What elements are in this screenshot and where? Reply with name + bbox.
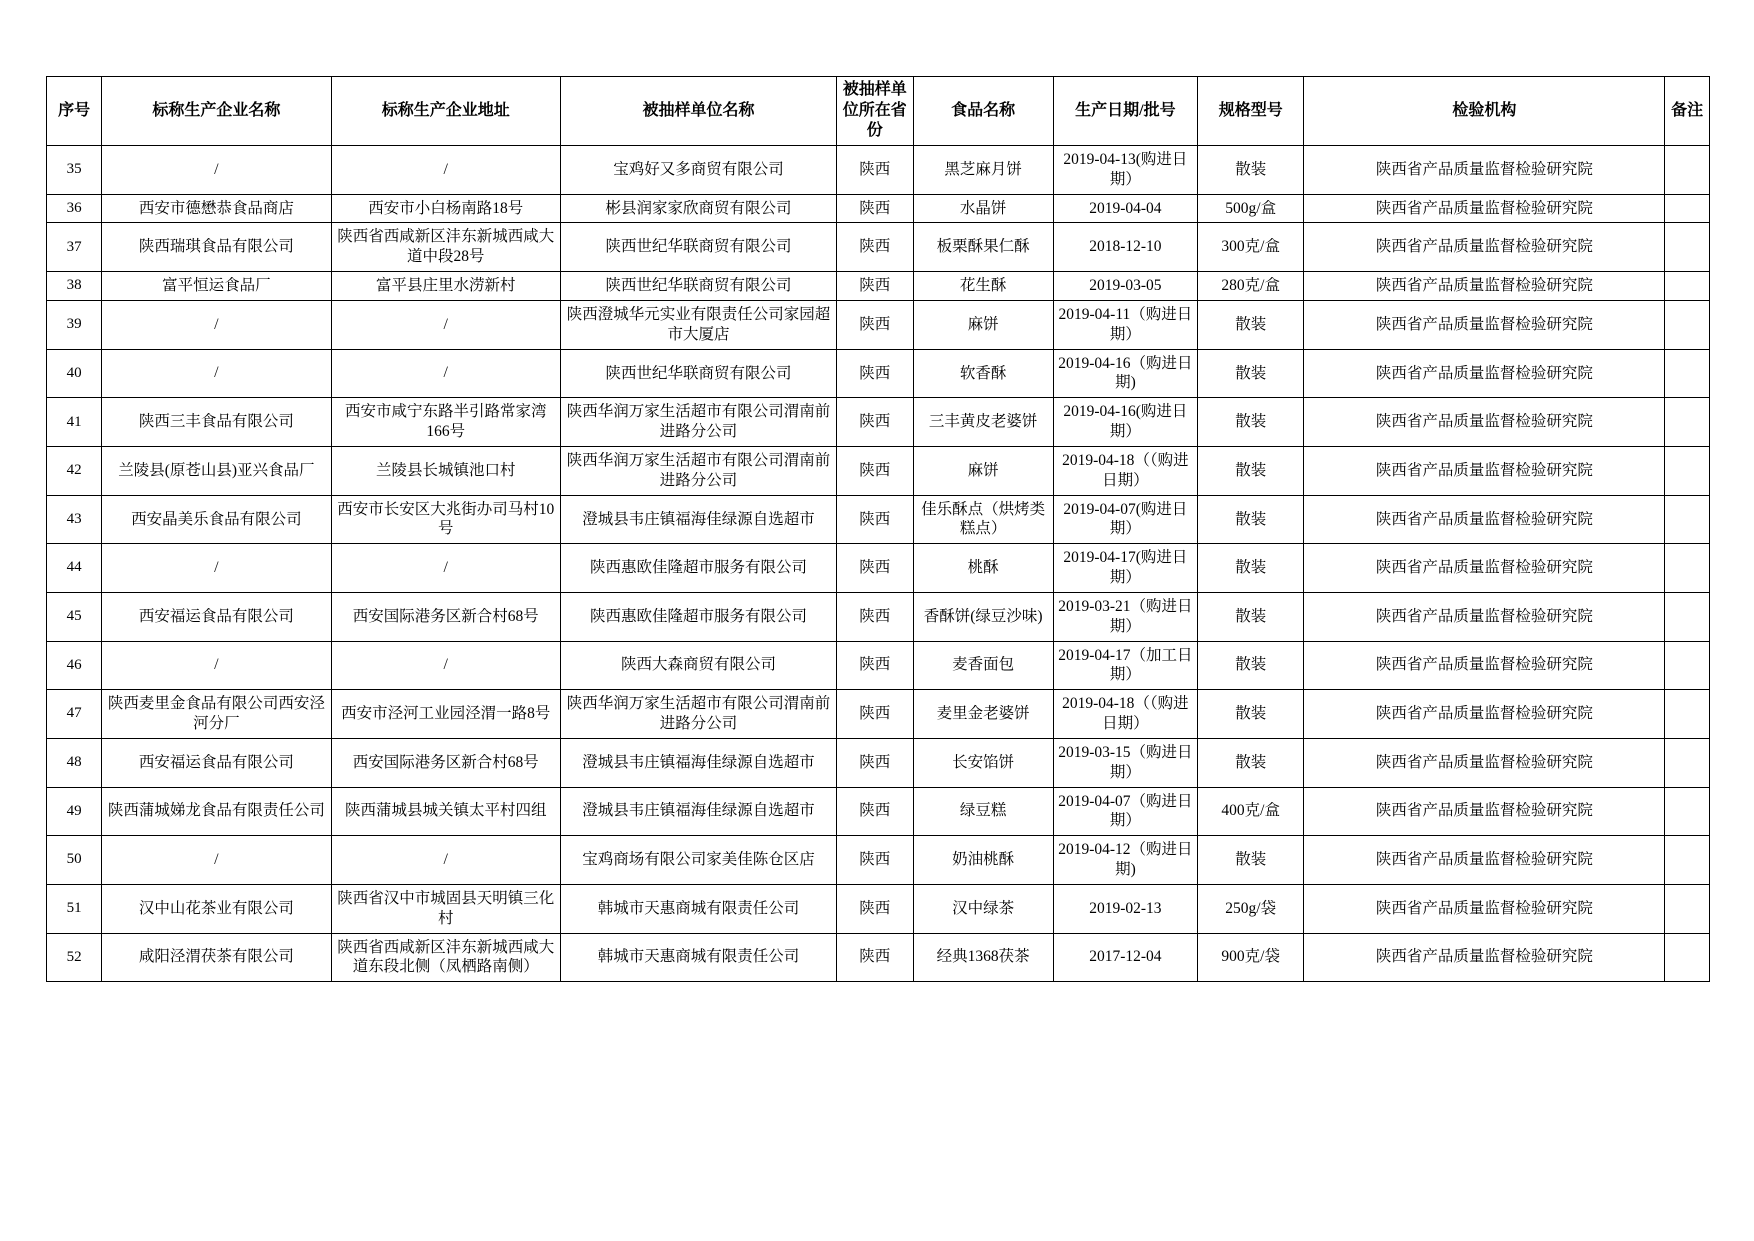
cell-sampled: 彬县润家家欣商贸有限公司 (560, 194, 836, 223)
table-row (47, 884, 1710, 933)
cell-food: 麦里金老婆饼 (913, 690, 1053, 739)
cell-spec: 散装 (1198, 495, 1304, 544)
cell-province: 陕西 (837, 592, 913, 641)
cell-food: 佳乐酥点（烘烤类糕点） (913, 495, 1053, 544)
cell-institute: 陕西省产品质量监督检验研究院 (1304, 787, 1665, 836)
cell-seq: 49 (47, 787, 102, 836)
cell-remark (1665, 836, 1710, 885)
cell-producer: 西安晶美乐食品有限公司 (102, 495, 331, 544)
cell-institute: 陕西省产品质量监督检验研究院 (1304, 884, 1665, 933)
cell-food: 汉中绿茶 (913, 884, 1053, 933)
cell-date: 2019-04-11（购进日期） (1053, 300, 1197, 349)
cell-seq: 39 (47, 300, 102, 349)
cell-institute: 陕西省产品质量监督检验研究院 (1304, 194, 1665, 223)
cell-remark (1665, 349, 1710, 398)
column-header-address: 标称生产企业地址 (331, 77, 560, 146)
cell-food: 长安馅饼 (913, 738, 1053, 787)
cell-remark (1665, 223, 1710, 272)
cell-producer: 西安市德懋恭食品商店 (102, 194, 331, 223)
cell-address: / (331, 349, 560, 398)
cell-food: 绿豆糕 (913, 787, 1053, 836)
table-row (47, 933, 1710, 982)
cell-producer: 兰陵县(原苍山县)亚兴食品厂 (102, 446, 331, 495)
cell-institute: 陕西省产品质量监督检验研究院 (1304, 933, 1665, 982)
cell-producer: 西安福运食品有限公司 (102, 592, 331, 641)
cell-address: 富平县庄里水涝新村 (331, 272, 560, 301)
cell-sampled: 澄城县韦庄镇福海佳绿源自选超市 (560, 738, 836, 787)
cell-food: 三丰黄皮老婆饼 (913, 398, 1053, 447)
cell-spec: 散装 (1198, 836, 1304, 885)
cell-spec: 散装 (1198, 349, 1304, 398)
cell-date: 2019-04-04 (1053, 194, 1197, 223)
cell-remark (1665, 641, 1710, 690)
cell-producer: 陕西麦里金食品有限公司西安泾河分厂 (102, 690, 331, 739)
cell-institute: 陕西省产品质量监督检验研究院 (1304, 446, 1665, 495)
cell-seq: 51 (47, 884, 102, 933)
cell-date: 2019-04-13(购进日期） (1053, 146, 1197, 195)
column-header-institute: 检验机构 (1304, 77, 1665, 146)
cell-remark (1665, 690, 1710, 739)
cell-address: / (331, 836, 560, 885)
cell-spec: 900克/袋 (1198, 933, 1304, 982)
cell-province: 陕西 (837, 300, 913, 349)
cell-seq: 52 (47, 933, 102, 982)
cell-producer: / (102, 146, 331, 195)
cell-province: 陕西 (837, 641, 913, 690)
cell-seq: 48 (47, 738, 102, 787)
cell-institute: 陕西省产品质量监督检验研究院 (1304, 398, 1665, 447)
table-row (47, 272, 1710, 301)
cell-address: 兰陵县长城镇池口村 (331, 446, 560, 495)
cell-address: 陕西省西咸新区沣东新城西咸大道中段28号 (331, 223, 560, 272)
cell-spec: 400克/盒 (1198, 787, 1304, 836)
cell-seq: 44 (47, 544, 102, 593)
cell-spec: 散装 (1198, 398, 1304, 447)
cell-remark (1665, 146, 1710, 195)
cell-sampled: 澄城县韦庄镇福海佳绿源自选超市 (560, 495, 836, 544)
table-row (47, 349, 1710, 398)
cell-sampled: 陕西华润万家生活超市有限公司渭南前进路分公司 (560, 446, 836, 495)
cell-sampled: 韩城市天惠商城有限责任公司 (560, 884, 836, 933)
cell-spec: 300克/盒 (1198, 223, 1304, 272)
cell-date: 2018-12-10 (1053, 223, 1197, 272)
cell-province: 陕西 (837, 146, 913, 195)
column-header-province: 被抽样单位所在省份 (837, 77, 913, 146)
cell-province: 陕西 (837, 544, 913, 593)
cell-institute: 陕西省产品质量监督检验研究院 (1304, 223, 1665, 272)
cell-sampled: 陕西华润万家生活超市有限公司渭南前进路分公司 (560, 690, 836, 739)
cell-remark (1665, 446, 1710, 495)
cell-spec: 散装 (1198, 641, 1304, 690)
cell-food: 麻饼 (913, 446, 1053, 495)
cell-institute: 陕西省产品质量监督检验研究院 (1304, 300, 1665, 349)
cell-province: 陕西 (837, 787, 913, 836)
cell-date: 2019-04-12（购进日期) (1053, 836, 1197, 885)
cell-province: 陕西 (837, 495, 913, 544)
cell-date: 2019-04-07(购进日期） (1053, 495, 1197, 544)
cell-food: 软香酥 (913, 349, 1053, 398)
table-row (47, 836, 1710, 885)
cell-sampled: 陕西惠欧佳隆超市服务有限公司 (560, 544, 836, 593)
cell-seq: 45 (47, 592, 102, 641)
cell-seq: 35 (47, 146, 102, 195)
cell-address: 西安市咸宁东路半引路常家湾166号 (331, 398, 560, 447)
cell-date: 2019-03-05 (1053, 272, 1197, 301)
column-header-remark: 备注 (1665, 77, 1710, 146)
cell-institute: 陕西省产品质量监督检验研究院 (1304, 349, 1665, 398)
cell-food: 板栗酥果仁酥 (913, 223, 1053, 272)
cell-food: 花生酥 (913, 272, 1053, 301)
cell-food: 水晶饼 (913, 194, 1053, 223)
cell-spec: 散装 (1198, 592, 1304, 641)
cell-spec: 散装 (1198, 300, 1304, 349)
cell-date: 2019-04-18（（购进日期） (1053, 446, 1197, 495)
cell-institute: 陕西省产品质量监督检验研究院 (1304, 272, 1665, 301)
cell-province: 陕西 (837, 349, 913, 398)
cell-producer: 西安福运食品有限公司 (102, 738, 331, 787)
cell-sampled: 陕西世纪华联商贸有限公司 (560, 272, 836, 301)
cell-address: 陕西省汉中市城固县天明镇三化村 (331, 884, 560, 933)
cell-address: 陕西蒲城县城关镇太平村四组 (331, 787, 560, 836)
cell-seq: 37 (47, 223, 102, 272)
cell-food: 麻饼 (913, 300, 1053, 349)
table-row (47, 495, 1710, 544)
cell-spec: 250g/袋 (1198, 884, 1304, 933)
cell-address: 西安市小白杨南路18号 (331, 194, 560, 223)
table-row (47, 398, 1710, 447)
table-row (47, 544, 1710, 593)
column-header-seq: 序号 (47, 77, 102, 146)
cell-producer: / (102, 544, 331, 593)
cell-institute: 陕西省产品质量监督检验研究院 (1304, 146, 1665, 195)
cell-remark (1665, 933, 1710, 982)
cell-date: 2019-03-21（购进日期） (1053, 592, 1197, 641)
cell-food: 黑芝麻月饼 (913, 146, 1053, 195)
cell-seq: 47 (47, 690, 102, 739)
table-row (47, 738, 1710, 787)
cell-spec: 散装 (1198, 446, 1304, 495)
cell-spec: 280克/盒 (1198, 272, 1304, 301)
cell-address: / (331, 300, 560, 349)
cell-institute: 陕西省产品质量监督检验研究院 (1304, 592, 1665, 641)
table-row (47, 690, 1710, 739)
cell-producer: / (102, 836, 331, 885)
table-row (47, 194, 1710, 223)
cell-seq: 40 (47, 349, 102, 398)
cell-sampled: 宝鸡商场有限公司家美佳陈仓区店 (560, 836, 836, 885)
cell-institute: 陕西省产品质量监督检验研究院 (1304, 544, 1665, 593)
cell-date: 2019-04-18（（购进日期） (1053, 690, 1197, 739)
cell-date: 2017-12-04 (1053, 933, 1197, 982)
cell-date: 2019-04-17（加工日期） (1053, 641, 1197, 690)
cell-food: 麦香面包 (913, 641, 1053, 690)
table-row (47, 446, 1710, 495)
cell-province: 陕西 (837, 933, 913, 982)
cell-spec: 散装 (1198, 544, 1304, 593)
cell-remark (1665, 544, 1710, 593)
cell-institute: 陕西省产品质量监督检验研究院 (1304, 495, 1665, 544)
cell-province: 陕西 (837, 223, 913, 272)
cell-seq: 50 (47, 836, 102, 885)
cell-province: 陕西 (837, 398, 913, 447)
cell-address: 西安市泾河工业园泾渭一路8号 (331, 690, 560, 739)
column-header-date: 生产日期/批号 (1053, 77, 1197, 146)
cell-producer: / (102, 300, 331, 349)
cell-sampled: 澄城县韦庄镇福海佳绿源自选超市 (560, 787, 836, 836)
cell-producer: 汉中山花茶业有限公司 (102, 884, 331, 933)
cell-date: 2019-03-15（购进日期） (1053, 738, 1197, 787)
cell-producer: / (102, 641, 331, 690)
cell-seq: 43 (47, 495, 102, 544)
cell-food: 桃酥 (913, 544, 1053, 593)
cell-address: / (331, 146, 560, 195)
cell-institute: 陕西省产品质量监督检验研究院 (1304, 738, 1665, 787)
cell-province: 陕西 (837, 272, 913, 301)
cell-remark (1665, 592, 1710, 641)
cell-province: 陕西 (837, 446, 913, 495)
column-header-food: 食品名称 (913, 77, 1053, 146)
cell-seq: 41 (47, 398, 102, 447)
table-row (47, 641, 1710, 690)
cell-province: 陕西 (837, 690, 913, 739)
cell-institute: 陕西省产品质量监督检验研究院 (1304, 690, 1665, 739)
cell-sampled: 陕西大森商贸有限公司 (560, 641, 836, 690)
cell-sampled: 陕西惠欧佳隆超市服务有限公司 (560, 592, 836, 641)
table-header-row (47, 77, 1710, 146)
cell-spec: 散装 (1198, 690, 1304, 739)
cell-sampled: 陕西世纪华联商贸有限公司 (560, 223, 836, 272)
cell-seq: 38 (47, 272, 102, 301)
cell-seq: 42 (47, 446, 102, 495)
cell-date: 2019-02-13 (1053, 884, 1197, 933)
cell-producer: 陕西蒲城娣龙食品有限责任公司 (102, 787, 331, 836)
cell-date: 2019-04-07（购进日期） (1053, 787, 1197, 836)
table-row (47, 223, 1710, 272)
cell-sampled: 陕西世纪华联商贸有限公司 (560, 349, 836, 398)
column-header-sampled: 被抽样单位名称 (560, 77, 836, 146)
cell-producer: 陕西三丰食品有限公司 (102, 398, 331, 447)
cell-spec: 500g/盒 (1198, 194, 1304, 223)
cell-producer: 陕西瑞琪食品有限公司 (102, 223, 331, 272)
cell-remark (1665, 398, 1710, 447)
table-row (47, 146, 1710, 195)
cell-address: 陕西省西咸新区沣东新城西咸大道东段北侧（凤栖路南侧） (331, 933, 560, 982)
cell-spec: 散装 (1198, 738, 1304, 787)
table-row (47, 300, 1710, 349)
cell-sampled: 陕西华润万家生活超市有限公司渭南前进路分公司 (560, 398, 836, 447)
cell-food: 奶油桃酥 (913, 836, 1053, 885)
cell-province: 陕西 (837, 884, 913, 933)
cell-institute: 陕西省产品质量监督检验研究院 (1304, 641, 1665, 690)
cell-food: 经典1368茯茶 (913, 933, 1053, 982)
table-body (47, 146, 1710, 982)
cell-province: 陕西 (837, 738, 913, 787)
cell-seq: 46 (47, 641, 102, 690)
cell-remark (1665, 300, 1710, 349)
cell-food: 香酥饼(绿豆沙味) (913, 592, 1053, 641)
cell-seq: 36 (47, 194, 102, 223)
cell-date: 2019-04-16(购进日期） (1053, 398, 1197, 447)
cell-sampled: 宝鸡好又多商贸有限公司 (560, 146, 836, 195)
cell-producer: / (102, 349, 331, 398)
cell-address: 西安市长安区大兆街办司马村10号 (331, 495, 560, 544)
cell-producer: 咸阳泾渭茯茶有限公司 (102, 933, 331, 982)
table-header (47, 77, 1710, 146)
cell-sampled: 陕西澄城华元实业有限责任公司家园超市大厦店 (560, 300, 836, 349)
table-row (47, 787, 1710, 836)
food-inspection-table (46, 76, 1710, 982)
cell-address: / (331, 544, 560, 593)
cell-remark (1665, 272, 1710, 301)
cell-remark (1665, 194, 1710, 223)
cell-date: 2019-04-17(购进日期） (1053, 544, 1197, 593)
cell-remark (1665, 884, 1710, 933)
cell-date: 2019-04-16（购进日期) (1053, 349, 1197, 398)
cell-producer: 富平恒运食品厂 (102, 272, 331, 301)
cell-spec: 散装 (1198, 146, 1304, 195)
cell-remark (1665, 787, 1710, 836)
cell-sampled: 韩城市天惠商城有限责任公司 (560, 933, 836, 982)
cell-remark (1665, 738, 1710, 787)
cell-province: 陕西 (837, 194, 913, 223)
cell-province: 陕西 (837, 836, 913, 885)
cell-remark (1665, 495, 1710, 544)
cell-address: / (331, 641, 560, 690)
column-header-producer: 标称生产企业名称 (102, 77, 331, 146)
cell-address: 西安国际港务区新合村68号 (331, 738, 560, 787)
cell-address: 西安国际港务区新合村68号 (331, 592, 560, 641)
cell-institute: 陕西省产品质量监督检验研究院 (1304, 836, 1665, 885)
column-header-spec: 规格型号 (1198, 77, 1304, 146)
table-row (47, 592, 1710, 641)
